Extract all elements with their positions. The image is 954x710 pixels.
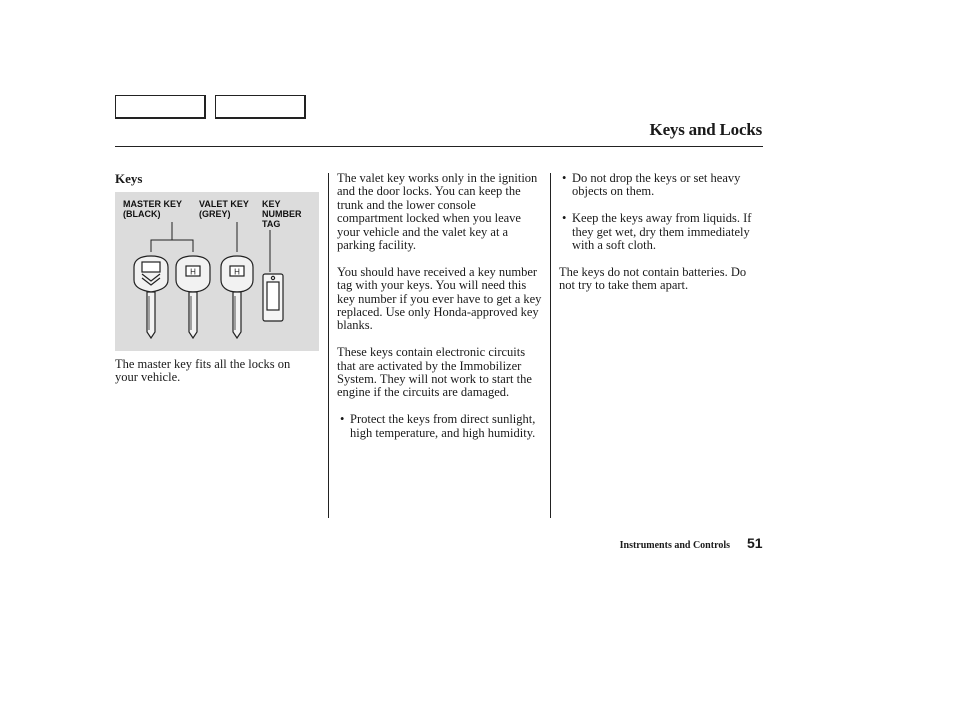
nav-tab-box-1[interactable] (115, 95, 206, 119)
keys-illustration (115, 192, 319, 351)
master-key-2-icon (176, 256, 210, 338)
page-number: 51 (747, 535, 763, 551)
master-key-caption: The master key fits all the locks on your vehicle. (115, 357, 291, 385)
keys-drawing (115, 192, 319, 351)
valet-key-paragraph: The valet key works only in the ignition and the door locks. You can keep the trunk and the lower console compartment locked when you leave your vehicle and the valet key at a parking facility. (337, 171, 538, 253)
master-key-leader-line (151, 240, 193, 252)
key-number-tag-icon (263, 274, 283, 321)
master-key-1-icon (134, 256, 168, 338)
valet-key-color-label: (GREY) (199, 209, 231, 219)
master-key-label: MASTER KEY (123, 199, 183, 209)
key-number-tag-label-1: KEY (262, 199, 281, 209)
svg-text:H: H (190, 267, 196, 277)
key-number-tag-label-3: TAG (262, 219, 281, 229)
bullet-protect-keys: • Protect the keys from direct sunlight, high temperature, and high humidity. (337, 413, 543, 440)
page-title: Keys and Locks (649, 120, 762, 139)
svg-text:H: H (234, 267, 240, 277)
no-batteries-paragraph: The keys do not contain batteries. Do not try to take them apart. (559, 264, 747, 293)
master-key-color-label: (BLACK) (123, 209, 161, 219)
footer-section-title: Instruments and Controls (619, 540, 730, 551)
key-number-tag-label-2: NUMBER (262, 209, 302, 219)
immobilizer-paragraph: These keys contain electronic circuits that are activated by the Immobilizer System. They will not work to start the engine if the circuits are damaged. (337, 345, 532, 400)
column-divider-1 (328, 173, 329, 518)
right-column (559, 172, 763, 306)
section-heading-keys: Keys (115, 171, 143, 186)
column-divider-2 (550, 173, 551, 518)
bullet-keep-away-liquids: • Keep the keys away from liquids. If they get wet, dry them immediately with a soft cloth. (559, 212, 763, 252)
key-number-tag-paragraph: You should have received a key number tag with your keys. You will need this key number if you ever have to get a key replaced. Use only Honda-approved key blanks. (337, 264, 542, 333)
valet-key-label: VALET KEY (199, 199, 249, 209)
valet-key-icon (221, 256, 253, 338)
nav-tab-box-2[interactable] (215, 95, 306, 119)
middle-column (337, 172, 543, 453)
bullet-do-not-drop: • Do not drop the keys or set heavy objects on them. (559, 172, 763, 199)
title-rule (115, 146, 763, 147)
